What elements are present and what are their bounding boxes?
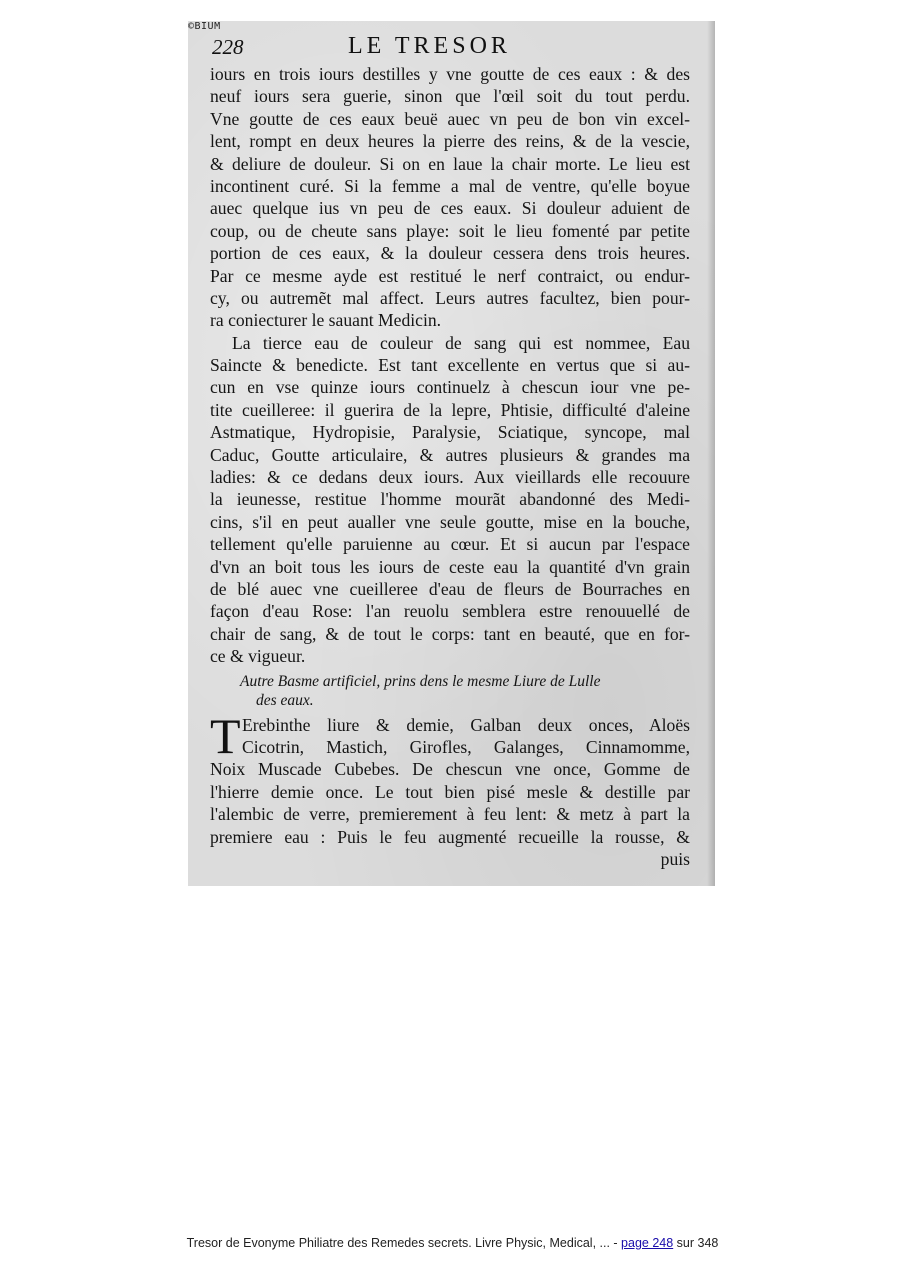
- text-line: façon d'eau Rose: l'an reuolu semblera estre renouuellé de: [210, 601, 690, 622]
- text-line: Caduc, Goutte articulaire, & autres plusieurs & grandes ma: [210, 444, 690, 465]
- running-head: LE TRESOR: [348, 33, 511, 59]
- text-line: iours en trois iours destilles y vne goutte de ces eaux : & des: [210, 64, 690, 84]
- rubric-line-1: Autre Basme artificiel, prins dens le mesme Liure de Lulle: [240, 672, 601, 690]
- footer-caption: [0, 1236, 905, 1250]
- footer-title: Tresor de Evonyme Philiatre des Remedes secrets. Livre Physic, Medical, ... -: [186, 1236, 622, 1250]
- text-line: portion de ces eaux, & la douleur cessera dens trois heures.: [210, 243, 690, 264]
- footer-total: sur 348: [673, 1236, 719, 1250]
- text-line: tite cueilleree: il guerira de la lepre, Phtisie, difficulté d'aleine: [210, 399, 690, 420]
- text-line: neuf iours sera guerie, sinon que l'œil soit du tout perdu.: [210, 86, 690, 107]
- catchword: puis: [660, 848, 690, 869]
- text-line: Cicotrin, Mastich, Girofles, Galanges, Cinnamomme,: [242, 736, 690, 757]
- text-line: Astmatique, Hydropisie, Paralysie, Sciatique, syncope, mal: [210, 422, 690, 443]
- text-line: lent, rompt en deux heures la pierre des reins, & de la vescie,: [210, 131, 690, 152]
- page-edge-shadow: [707, 21, 715, 886]
- page-number: 228: [212, 35, 244, 59]
- text-line: Saincte & benedicte. Est tant excellente en vertus que si au-: [210, 355, 690, 376]
- text-line: & deliure de douleur. Si on en laue la chair morte. Le lieu est: [210, 153, 690, 174]
- rubric-line-2: des eaux.: [256, 691, 314, 709]
- text-line: ra coniecturer le sauant Medicin.: [210, 310, 442, 331]
- text-line: Par ce mesme ayde est restitué le nerf contraict, ou endur-: [210, 265, 690, 286]
- text-line: auec quelque ius vn peu de ces eaux. Si douleur aduient de: [210, 198, 690, 219]
- paragraph-1: [210, 63, 690, 332]
- paragraph-3: [210, 707, 690, 848]
- text-line: la ieunesse, restitue l'homme mourãt abandonné des Medi-: [210, 489, 690, 510]
- text-line: premiere eau : Puis le feu augmenté recueille la rousse, &: [210, 826, 690, 847]
- text-line: La tierce eau de couleur de sang qui est nommee, Eau: [232, 332, 690, 353]
- text-line: incontinent curé. Si la femme a mal de ventre, qu'elle boyue: [210, 175, 690, 196]
- text-line: tellement qu'elle paruienne au cœur. Et si aucun par l'espace: [210, 534, 690, 555]
- text-line: cun en vse quinze iours continuelz à chescun iour vne pe-: [210, 377, 690, 398]
- text-line: cins, s'il en peut aualler vne seule goutte, mise en la bouche,: [210, 511, 690, 532]
- text-line: chair de sang, & de tout le corps: tant en beauté, que en for-: [210, 623, 690, 644]
- text-line: cy, ou autremẽt mal affect. Leurs autres facultez, bien pour-: [210, 287, 690, 308]
- text-line: coup, ou de cheute sans playe: soit le lieu fomenté par petite: [210, 220, 690, 241]
- watermark: ©BIUM: [188, 21, 221, 32]
- text-line: ladies: & ce dedans deux iours. Aux vieillards elle recouure: [210, 467, 690, 488]
- text-line: Vne goutte de ces eaux beuë auec vn peu de bon vin excel-: [210, 108, 690, 129]
- text-line: Noix Muscade Cubebes. De chescun vne once, Gomme de: [210, 759, 690, 780]
- page-text: [210, 63, 690, 870]
- text-line: ce & vigueur.: [210, 646, 306, 667]
- text-line: de blé auec vne cueilleree d'eau de fleurs de Bourraches en: [210, 578, 690, 599]
- text-line: l'hierre demie once. Le tout bien pisé mesle & destille par: [210, 781, 690, 802]
- paragraph-2: [210, 332, 690, 668]
- page-link[interactable]: page 248: [621, 1236, 674, 1250]
- scanned-page: [188, 21, 715, 886]
- text-line: l'alembic de verre, premierement à feu lent: & metz à part la: [210, 804, 690, 825]
- text-line: Erebinthe liure & demie, Galban deux onces, Aloës: [242, 714, 690, 735]
- drop-capital: T: [210, 707, 241, 764]
- text-line: d'vn an boit tous les iours de ceste eau la quantité d'vn grain: [210, 556, 690, 577]
